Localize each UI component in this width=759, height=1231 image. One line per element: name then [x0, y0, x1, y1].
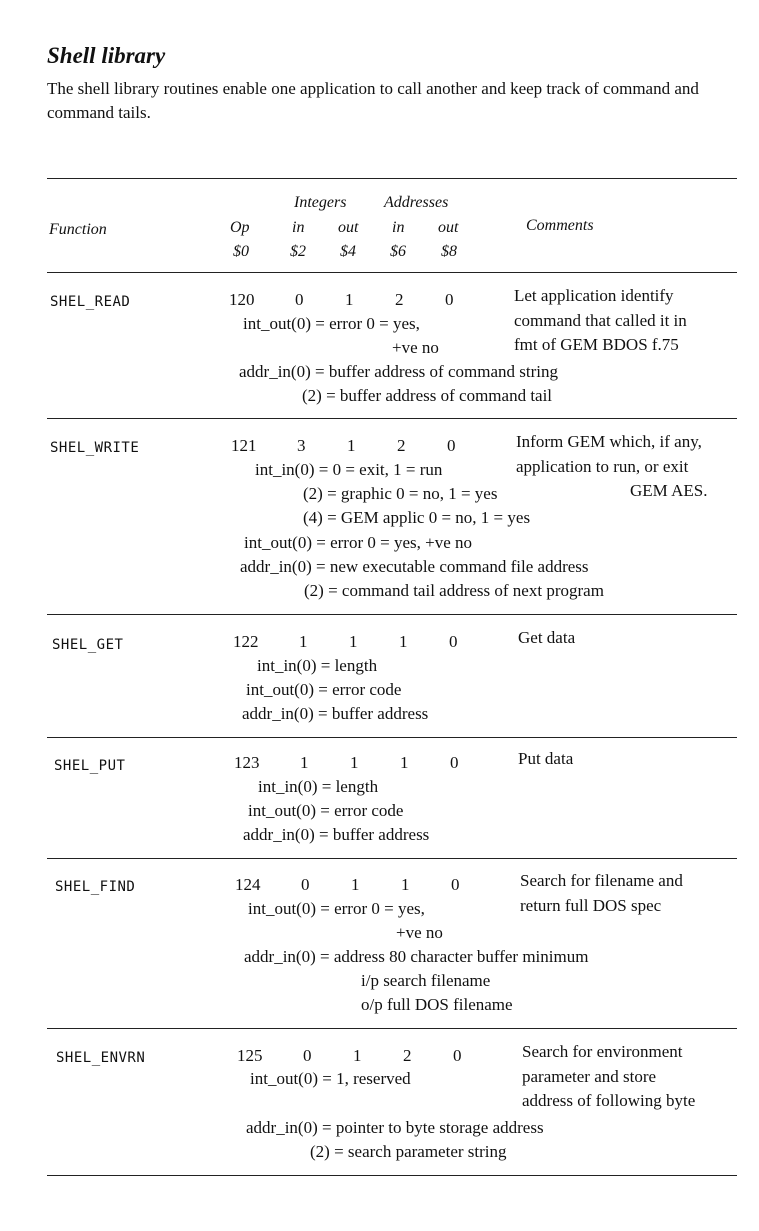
param-line: addr_in(0) = pointer to byte storage address — [246, 1118, 544, 1137]
header-addr-in: in — [392, 219, 405, 236]
op-code: 121 — [231, 436, 257, 455]
int-out-count: 1 — [350, 753, 359, 772]
addr-out-count: 0 — [453, 1046, 462, 1065]
param-line: addr_in(0) = buffer address — [243, 825, 430, 844]
param-line: int_out(0) = 1, reserved — [250, 1069, 411, 1088]
param-line: (2) = graphic 0 = no, 1 = yes — [303, 484, 498, 503]
int-in-count: 1 — [299, 632, 308, 651]
comment-line: Get data — [518, 628, 576, 647]
param-line: (4) = GEM applic 0 = no, 1 = yes — [303, 508, 531, 527]
header-int-out: out — [338, 219, 359, 236]
table-rule — [47, 1175, 737, 1176]
addr-in-count: 2 — [395, 290, 404, 309]
header-comments: Comments — [526, 217, 594, 234]
param-line: int_out(0) = error 0 = yes, — [248, 899, 425, 918]
param-line: +ve no — [392, 338, 439, 357]
op-code: 125 — [237, 1046, 263, 1065]
comment-line: fmt of GEM BDOS f.75 — [514, 335, 679, 354]
int-in-count: 1 — [300, 753, 309, 772]
int-out-count: 1 — [349, 632, 358, 651]
comment-line: GEM AES. — [630, 481, 708, 500]
param-line: (2) = search parameter string — [310, 1142, 507, 1161]
header-reg-2: $2 — [290, 243, 306, 260]
param-line: int_out(0) = error 0 = yes, +ve no — [244, 533, 472, 552]
header-function: Function — [49, 221, 107, 238]
table-rule — [47, 737, 737, 738]
table-rule — [47, 418, 737, 419]
header-op: Op — [230, 219, 250, 236]
table-rule — [47, 178, 737, 179]
op-code: 122 — [233, 632, 259, 651]
function-name: SHEL_FIND — [55, 879, 136, 895]
param-line: int_out(0) = error code — [248, 801, 404, 820]
addr-in-count: 1 — [400, 753, 409, 772]
header-reg-8: $8 — [441, 243, 457, 260]
param-line: int_in(0) = length — [257, 656, 378, 675]
op-code: 123 — [234, 753, 260, 772]
header-reg-0: $0 — [233, 243, 249, 260]
addr-in-count: 2 — [403, 1046, 412, 1065]
comment-line: address of following byte — [522, 1091, 696, 1110]
page-title: Shell library — [47, 43, 166, 68]
comment-line: Search for filename and — [520, 871, 683, 890]
header-reg-4: $4 — [340, 243, 356, 260]
int-in-count: 0 — [295, 290, 304, 309]
addr-out-count: 0 — [450, 753, 459, 772]
int-out-count: 1 — [351, 875, 360, 894]
param-line: (2) = buffer address of command tail — [302, 386, 553, 405]
function-name: SHEL_READ — [50, 294, 131, 310]
addr-in-count: 1 — [399, 632, 408, 651]
addr-in-count: 1 — [401, 875, 410, 894]
int-in-count: 0 — [301, 875, 310, 894]
table-rule — [47, 1028, 737, 1029]
function-name: SHEL_WRITE — [50, 440, 140, 456]
header-reg-6: $6 — [390, 243, 406, 260]
addr-out-count: 0 — [451, 875, 460, 894]
comment-line: command that called it in — [514, 311, 687, 330]
int-out-count: 1 — [353, 1046, 362, 1065]
comment-line: Inform GEM which, if any, — [516, 432, 702, 451]
param-line: int_in(0) = 0 = exit, 1 = run — [255, 460, 443, 479]
int-out-count: 1 — [345, 290, 354, 309]
comment-line: return full DOS spec — [520, 896, 662, 915]
param-line: int_in(0) = length — [258, 777, 379, 796]
table-rule — [47, 272, 737, 273]
addr-out-count: 0 — [447, 436, 456, 455]
table-rule — [47, 614, 737, 615]
header-int-in: in — [292, 219, 305, 236]
comment-line: parameter and store — [522, 1067, 657, 1086]
comment-line: application to run, or exit — [516, 457, 689, 476]
comment-line: Let application identify — [514, 286, 674, 305]
intro-paragraph: The shell library routines enable one application to call another and keep track of command and command tails. — [47, 79, 699, 122]
int-in-count: 3 — [297, 436, 306, 455]
param-line: o/p full DOS filename — [361, 995, 513, 1014]
int-in-count: 0 — [303, 1046, 312, 1065]
function-name: SHEL_ENVRN — [56, 1050, 146, 1066]
op-code: 120 — [229, 290, 255, 309]
comment-line: Search for environment — [522, 1042, 683, 1061]
param-line: addr_in(0) = buffer address of command string — [239, 362, 558, 381]
param-line: addr_in(0) = address 80 character buffer minimum — [244, 947, 589, 966]
param-line: int_out(0) = error code — [246, 680, 402, 699]
header-addr-out: out — [438, 219, 459, 236]
header-addresses: Addresses — [384, 194, 449, 211]
param-line: int_out(0) = error 0 = yes, — [243, 314, 420, 333]
param-line: addr_in(0) = buffer address — [242, 704, 429, 723]
param-line: addr_in(0) = new executable command file address — [240, 557, 589, 576]
addr-out-count: 0 — [449, 632, 458, 651]
comment-line: Put data — [518, 749, 574, 768]
function-name: SHEL_PUT — [54, 758, 126, 774]
param-line: i/p search filename — [361, 971, 491, 990]
table-rule — [47, 858, 737, 859]
int-out-count: 1 — [347, 436, 356, 455]
header-integers: Integers — [294, 194, 347, 211]
function-name: SHEL_GET — [52, 637, 124, 653]
param-line: (2) = command tail address of next program — [304, 581, 604, 600]
op-code: 124 — [235, 875, 261, 894]
addr-out-count: 0 — [445, 290, 454, 309]
param-line: +ve no — [396, 923, 443, 942]
addr-in-count: 2 — [397, 436, 406, 455]
